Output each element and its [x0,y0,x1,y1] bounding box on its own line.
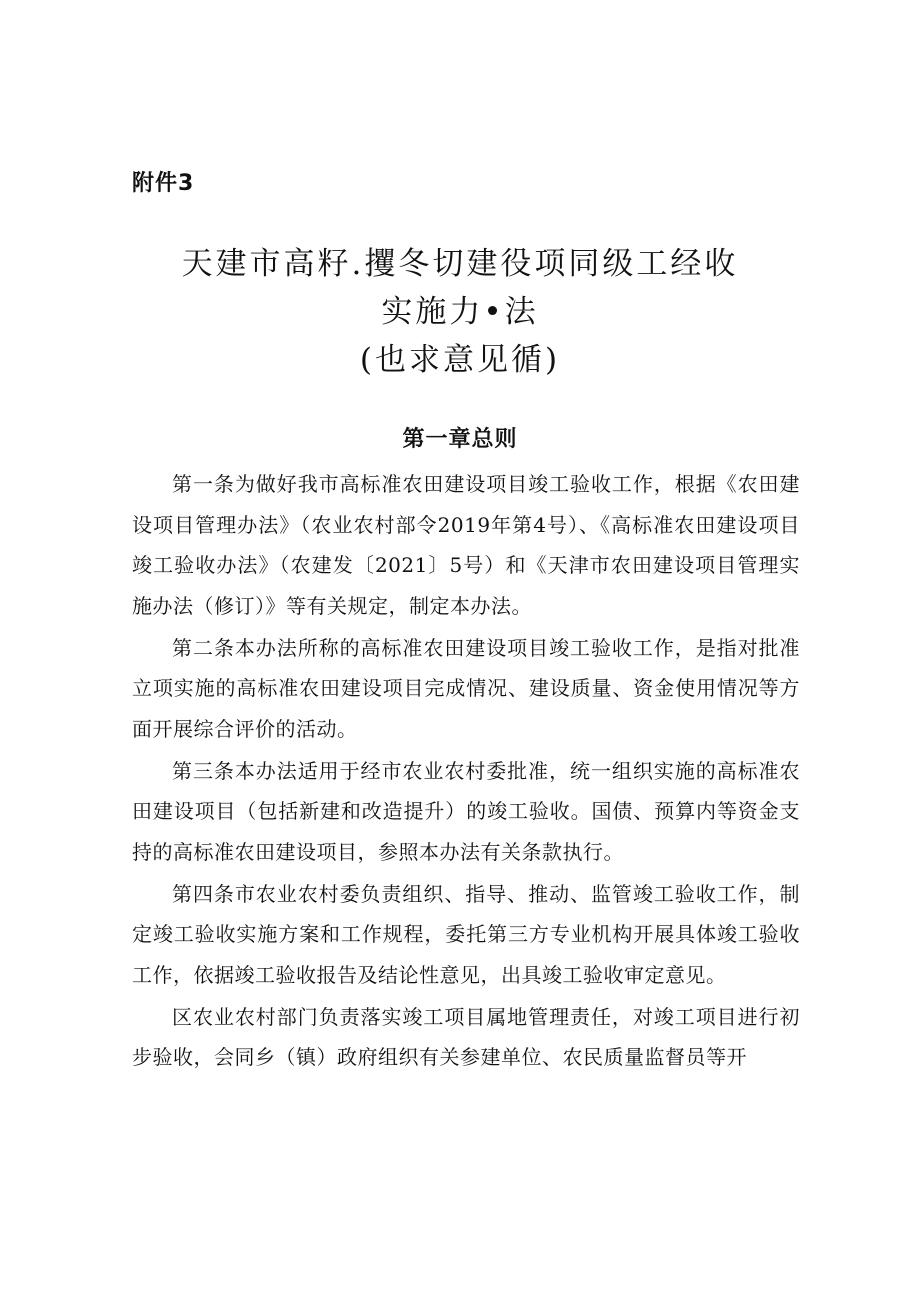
body-text [132,464,800,1079]
chapter-heading: 第一章总则 [402,427,518,452]
article-1-paragraph: 第一条为做好我市高标准农田建设项目竣工验收工作，根据《农田建设项目管理办法》（农业农村部令2019年第4号）、《高标准农田建设项目竣工验收办法》（农建发〔2021〕5号）和《天津市农田建设项目管理实施办法（修订）》等有关规定，制定本办法。 [132,472,800,618]
title-line-1: 天建市高籽.攫冬切建役项同级工经收 [181,246,739,282]
title-line-2: 实施力•法 [381,294,539,330]
article-3-paragraph: 第三条本办法适用于经市农业农村委批准，统一组织实施的高标准农田建设项目（包括新建和改造提升）的竣工验收。国债、预算内等资金支持的高标准农田建设项目，参照本办法有关条款执行。 [132,758,800,864]
district-responsibility-paragraph: 区农业农村部门负责落实竣工项目属地管理责任，对竣工项目进行初步验收，会同乡（镇）政府组织有关参建单位、农民质量监督员等开 [132,1004,800,1069]
title-line-3: (也求意见循) [359,342,561,378]
document-title [0,240,920,384]
article-4-paragraph: 第四条市农业农村委负责组织、指导、推动、监管竣工验收工作，制定竣工验收实施方案和工作规程，委托第三方专业机构开展具体竣工验收工作，依据竣工验收报告及结论性意见，出具竣工验收审定意见。 [132,881,800,987]
article-2-paragraph: 第二条本办法所称的高标准农田建设项目竣工验收工作，是指对批准立项实施的高标准农田建设项目完成情况、建设质量、资金使用情况等方面开展综合评价的活动。 [132,635,800,741]
attachment-label: 附件3 [132,171,195,196]
